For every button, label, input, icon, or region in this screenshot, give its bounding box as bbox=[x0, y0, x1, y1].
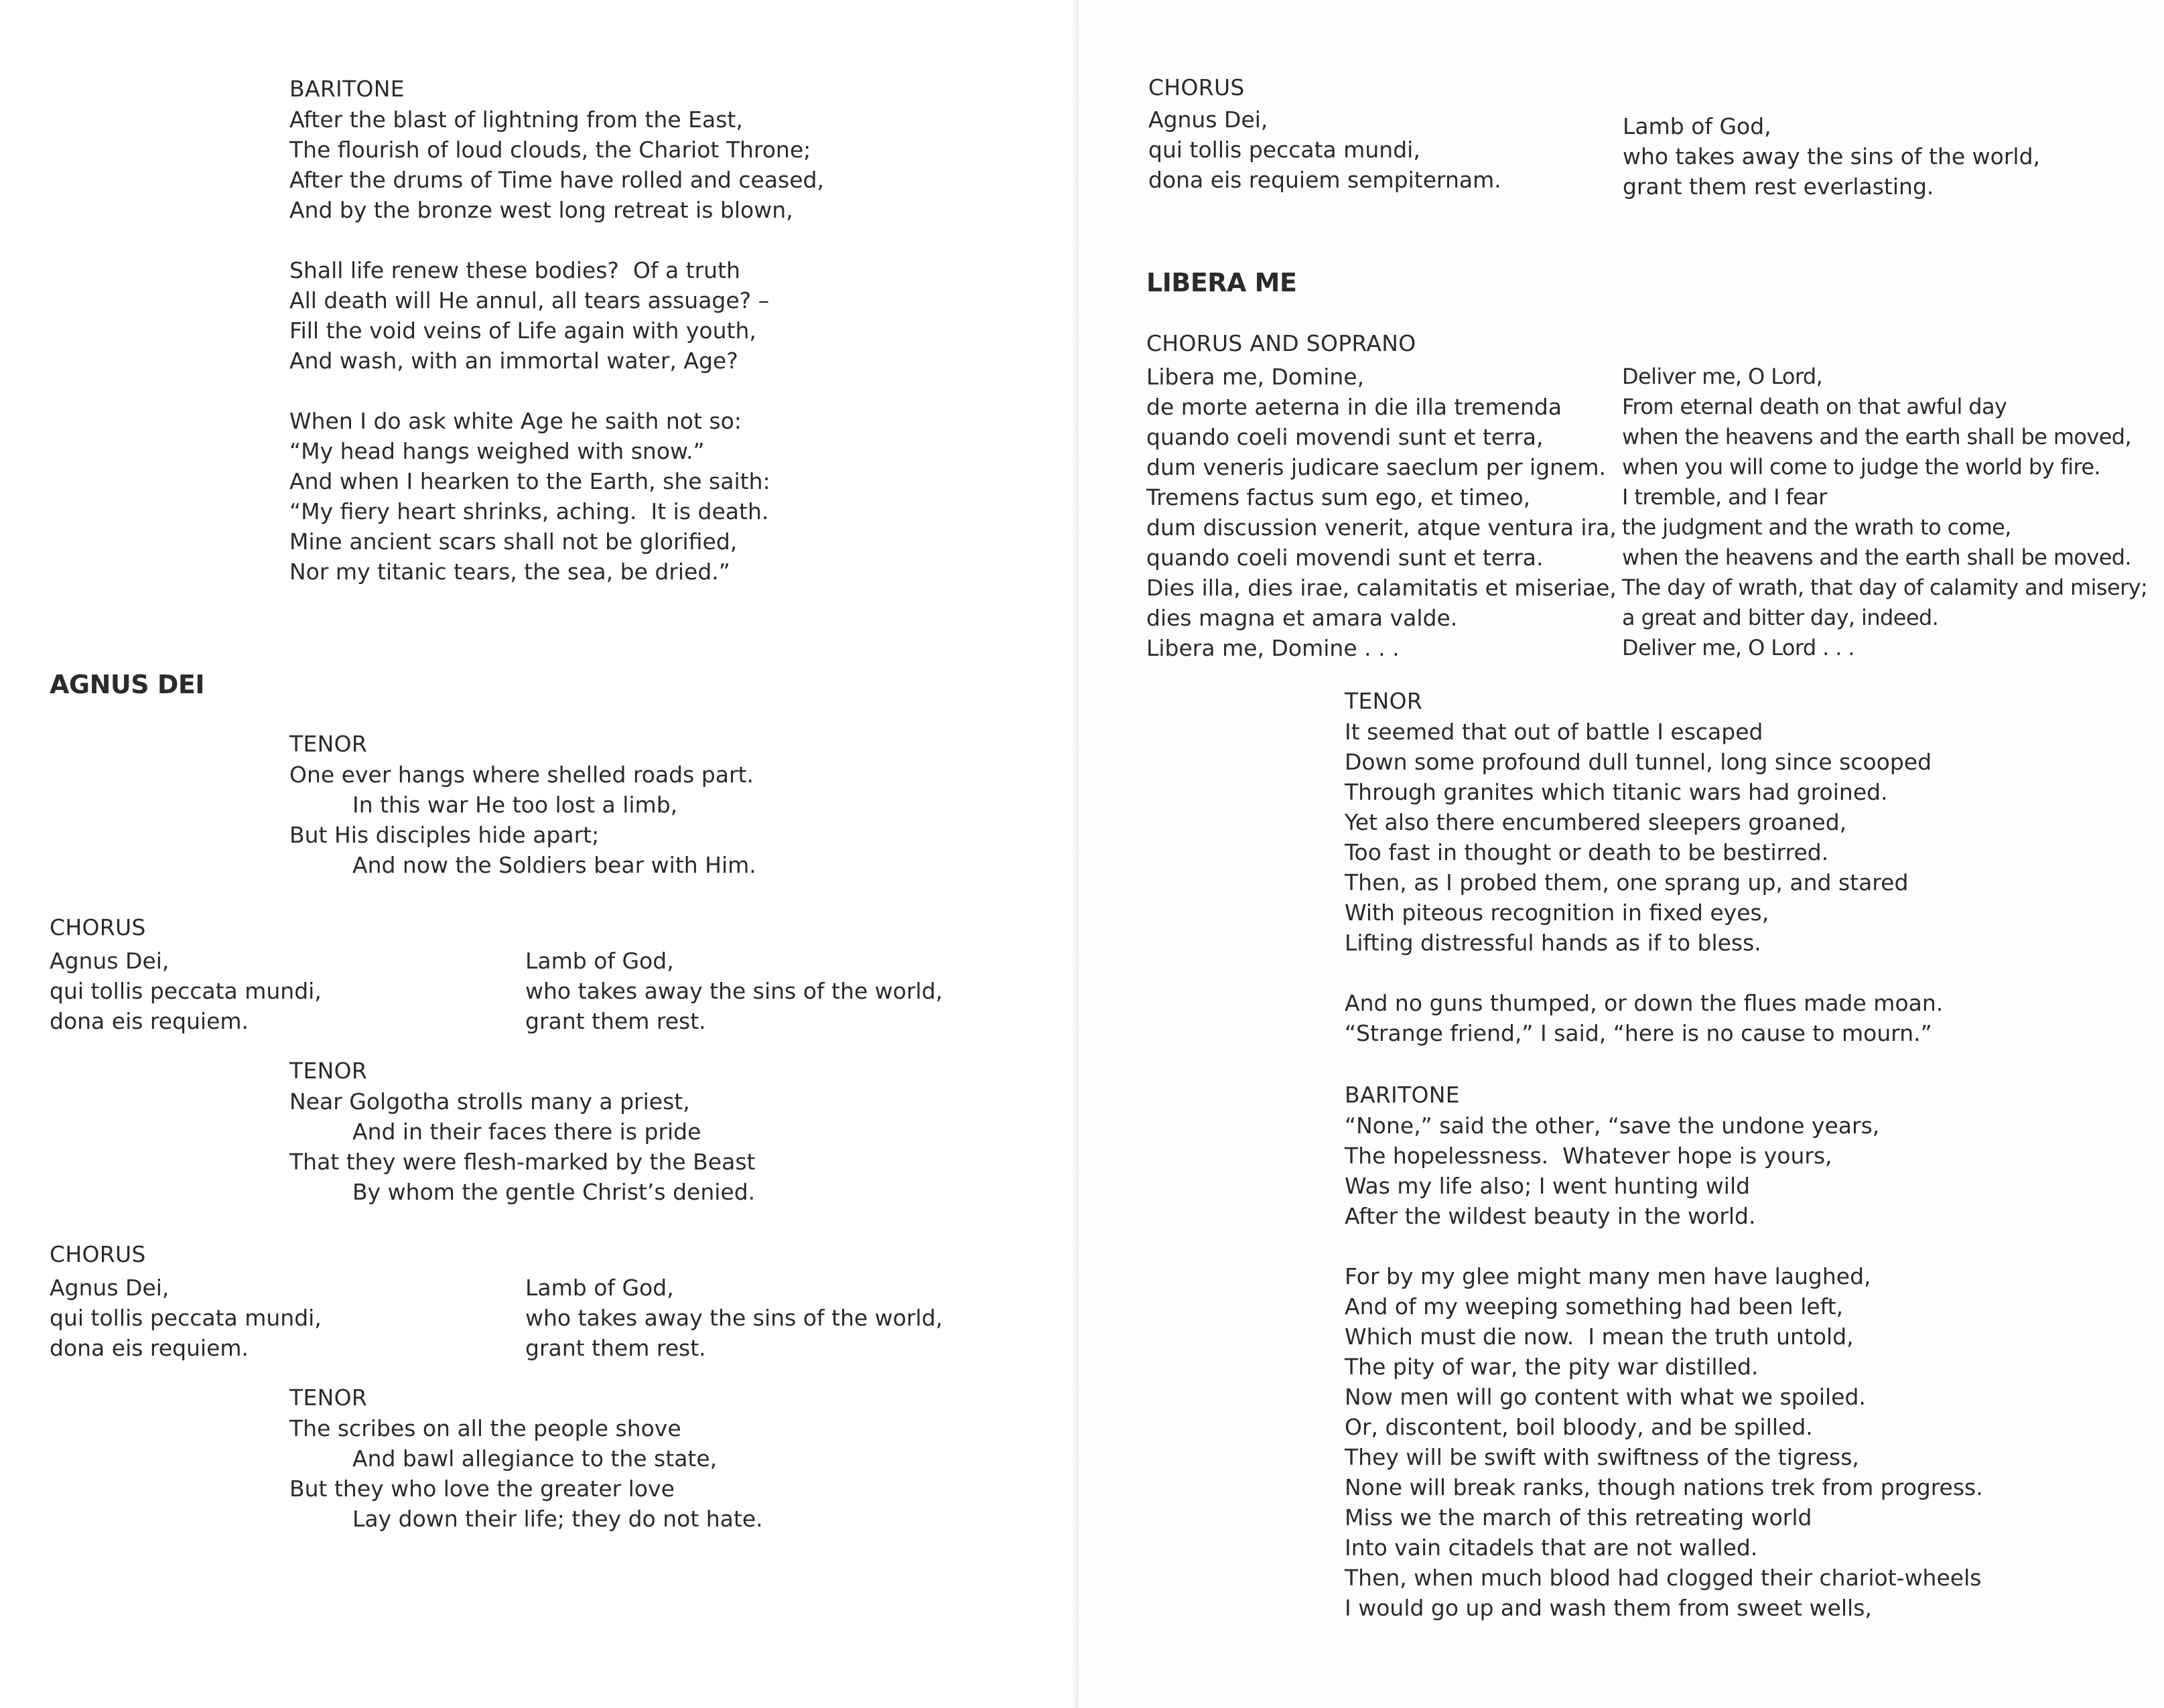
role-label: CHORUS bbox=[50, 914, 146, 940]
latin-line: Libera me, Domine . . . bbox=[1146, 635, 1400, 661]
verse-line: Lifting distressful hands as if to bless. bbox=[1345, 930, 1761, 956]
tenor-section-3 bbox=[289, 1382, 763, 1534]
verse-line: After the blast of lightning from the East, bbox=[289, 106, 743, 133]
verse-line: Or, discontent, boil bloody, and be spilled. bbox=[1345, 1414, 1813, 1440]
verse-line: Was my life also; I went hunting wild bbox=[1345, 1173, 1751, 1199]
verse-line: The flourish of loud clouds, the Chariot Throne; bbox=[289, 137, 811, 163]
latin-line: quando coeli movendi sunt et terra. bbox=[1146, 545, 1544, 571]
verse-line: And no guns thumped, or down the flues made moan. bbox=[1345, 990, 1944, 1016]
latin-line: qui tollis peccata mundi, bbox=[1148, 137, 1420, 163]
verse-line: “None,” said the other, “save the undone years, bbox=[1345, 1113, 1880, 1139]
verse-line: After the wildest beauty in the world. bbox=[1345, 1203, 1756, 1229]
english-line: when you will come to judge the world by fire. bbox=[1622, 454, 2100, 480]
verse-line: None will break ranks, though nations trek from progress. bbox=[1345, 1474, 1983, 1500]
verse-line: But His disciples hide apart; bbox=[289, 822, 600, 848]
english-line: Lamb of God, bbox=[1623, 113, 1771, 139]
right-page bbox=[1079, 0, 2164, 1708]
latin-line: de morte aeterna in die illa tremenda bbox=[1146, 394, 1562, 420]
chorus-section-2 bbox=[50, 1239, 1014, 1361]
latin-line: dum veneris judicare saeclum per ignem. bbox=[1146, 454, 1607, 480]
verse-line: And in their faces there is pride bbox=[352, 1119, 701, 1145]
latin-line: Libera me, Domine, bbox=[1146, 364, 1365, 390]
tenor-section-1 bbox=[289, 729, 756, 880]
latin-line: Tremens factus sum ego, et timeo, bbox=[1146, 484, 1531, 510]
verse-line: By whom the gentle Christ’s denied. bbox=[352, 1179, 756, 1205]
english-line: the judgment and the wrath to come, bbox=[1622, 514, 2011, 540]
latin-line: Agnus Dei, bbox=[50, 948, 170, 974]
english-line: grant them rest. bbox=[525, 1008, 706, 1034]
latin-line: quando coeli movendi sunt et terra, bbox=[1146, 424, 1544, 450]
section-title-agnus-dei: AGNUS DEI bbox=[50, 670, 204, 699]
verse-line: Shall life renew these bodies? Of a truth bbox=[289, 257, 740, 283]
verse-line: Yet also there encumbered sleepers groaned, bbox=[1345, 809, 1847, 835]
english-line: Lamb of God, bbox=[525, 948, 674, 974]
left-page bbox=[0, 0, 1079, 1708]
verse-line: In this war He too lost a limb, bbox=[352, 792, 678, 818]
verse-line: With piteous recognition in fixed eyes, bbox=[1345, 900, 1769, 926]
verse-line: Miss we the march of this retreating world bbox=[1345, 1504, 1812, 1531]
verse-line: Nor my titanic tears, the sea, be dried.” bbox=[289, 559, 730, 585]
chorus-section-3 bbox=[1148, 72, 2120, 200]
verse-line: Mine ancient scars shall not be glorified, bbox=[289, 528, 738, 555]
verse-line: And bawl allegiance to the state, bbox=[352, 1445, 718, 1472]
role-label: CHORUS bbox=[1148, 74, 1245, 100]
latin-column bbox=[1146, 362, 1617, 663]
verse-line: One ever hangs where shelled roads part. bbox=[289, 762, 754, 788]
section-title-libera-me: LIBERA ME bbox=[1146, 268, 1297, 297]
verse-line: But they who love the greater love bbox=[289, 1476, 675, 1502]
verse-line: The hopelessness. Whatever hope is yours, bbox=[1345, 1143, 1832, 1169]
english-column bbox=[525, 946, 943, 1036]
role-label: TENOR bbox=[289, 1058, 368, 1084]
latin-line: dies magna et amara valde. bbox=[1146, 605, 1458, 631]
verse-line: That they were flesh-marked by the Beast bbox=[289, 1149, 756, 1175]
english-line: I tremble, and I fear bbox=[1622, 484, 1827, 510]
english-column bbox=[1623, 111, 2040, 202]
chorus-soprano-section bbox=[1146, 328, 2158, 661]
verse-line: And wash, with an immortal water, Age? bbox=[289, 348, 738, 374]
verse-line: Then, as I probed them, one sprang up, and stared bbox=[1345, 869, 1909, 896]
verse-line: And by the bronze west long retreat is blown, bbox=[289, 197, 793, 223]
role-label: TENOR bbox=[289, 731, 368, 757]
verse-line: When I do ask white Age he saith not so: bbox=[289, 408, 742, 434]
english-line: grant them rest. bbox=[525, 1335, 706, 1361]
latin-line: qui tollis peccata mundi, bbox=[50, 978, 322, 1004]
english-line: grant them rest everlasting. bbox=[1623, 173, 1934, 200]
english-line: Deliver me, O Lord . . . bbox=[1622, 635, 1855, 660]
verse-line: And now the Soldiers bear with Him. bbox=[352, 852, 756, 878]
verse-line: And of my weeping something had been left, bbox=[1345, 1293, 1844, 1320]
chorus-section-1 bbox=[50, 912, 1014, 1034]
verse-line: Which must die now. I mean the truth untold, bbox=[1345, 1324, 1854, 1350]
verse-line: Near Golgotha strolls many a priest, bbox=[289, 1088, 690, 1115]
english-line: From eternal death on that awful day bbox=[1622, 394, 2007, 419]
english-line: Lamb of God, bbox=[525, 1275, 674, 1301]
latin-column bbox=[1148, 104, 1501, 195]
english-line: The day of wrath, that day of calamity and misery; bbox=[1622, 575, 2148, 600]
tenor-section-4 bbox=[1345, 686, 1943, 1048]
tenor-section-2 bbox=[289, 1056, 755, 1207]
role-label: BARITONE bbox=[289, 76, 405, 102]
verse-line: It seemed that out of battle I escaped bbox=[1345, 719, 1763, 745]
english-line: when the heavens and the earth shall be moved. bbox=[1622, 545, 2132, 570]
verse-line: And when I hearken to the Earth, she saith: bbox=[289, 468, 770, 494]
latin-line: dona eis requiem. bbox=[50, 1335, 249, 1361]
verse-line: Through granites which titanic wars had groined. bbox=[1345, 779, 1888, 805]
role-label: TENOR bbox=[289, 1384, 368, 1411]
verse-line: Fill the void veins of Life again with youth, bbox=[289, 317, 756, 344]
role-label: CHORUS bbox=[50, 1241, 146, 1267]
english-line: when the heavens and the earth shall be moved, bbox=[1622, 424, 2132, 449]
role-label: BARITONE bbox=[1345, 1082, 1460, 1108]
verse-line: I would go up and wash them from sweet wells, bbox=[1345, 1595, 1872, 1621]
verse-line: “Strange friend,” I said, “here is no cause to mourn.” bbox=[1345, 1020, 1932, 1046]
latin-line: dum discussion venerit, atque ventura ira, bbox=[1146, 514, 1617, 541]
verse-line: Then, when much blood had clogged their chariot-wheels bbox=[1345, 1565, 1982, 1591]
verse-line: Now men will go content with what we spoiled. bbox=[1345, 1384, 1866, 1410]
latin-column bbox=[50, 1273, 322, 1363]
verse-line: The pity of war, the pity war distilled. bbox=[1345, 1354, 1759, 1380]
english-line: who takes away the sins of the world, bbox=[1623, 143, 2041, 169]
latin-line: dona eis requiem. bbox=[50, 1008, 249, 1034]
role-label: TENOR bbox=[1345, 688, 1423, 714]
verse-line: Lay down their life; they do not hate. bbox=[352, 1506, 763, 1532]
english-line: who takes away the sins of the world, bbox=[525, 1305, 943, 1331]
english-line: who takes away the sins of the world, bbox=[525, 978, 943, 1004]
verse-line: They will be swift with swiftness of the tigress, bbox=[1345, 1444, 1859, 1470]
latin-line: Dies illa, dies irae, calamitatis et miseriae, bbox=[1146, 575, 1617, 601]
latin-column bbox=[50, 946, 322, 1036]
english-line: a great and bitter day, indeed. bbox=[1622, 605, 1939, 630]
verse-line: “My head hangs weighed with snow.” bbox=[289, 438, 705, 464]
verse-line: For by my glee might many men have laughed, bbox=[1345, 1263, 1871, 1289]
verse-line: All death will He annul, all tears assuage? – bbox=[289, 287, 770, 313]
latin-line: Agnus Dei, bbox=[1148, 106, 1268, 133]
english-column bbox=[1622, 362, 2147, 663]
role-label: CHORUS AND SOPRANO bbox=[1146, 330, 1416, 356]
verse-line: Too fast in thought or death to be bestirred. bbox=[1345, 839, 1829, 865]
verse-line: Into vain citadels that are not walled. bbox=[1345, 1535, 1758, 1561]
verse-line: After the drums of Time have rolled and ceased, bbox=[289, 167, 824, 193]
baritone-section-2 bbox=[1345, 1080, 1983, 1623]
english-line: Deliver me, O Lord, bbox=[1622, 364, 1823, 389]
baritone-section-1 bbox=[289, 74, 824, 587]
english-column bbox=[525, 1273, 943, 1363]
verse-line: “My fiery heart shrinks, aching. It is death. bbox=[289, 498, 769, 524]
latin-line: dona eis requiem sempiternam. bbox=[1148, 167, 1501, 193]
verse-line: The scribes on all the people shove bbox=[289, 1415, 681, 1441]
latin-line: qui tollis peccata mundi, bbox=[50, 1305, 322, 1331]
verse-line: Down some profound dull tunnel, long since scooped bbox=[1345, 749, 1932, 775]
latin-line: Agnus Dei, bbox=[50, 1275, 170, 1301]
